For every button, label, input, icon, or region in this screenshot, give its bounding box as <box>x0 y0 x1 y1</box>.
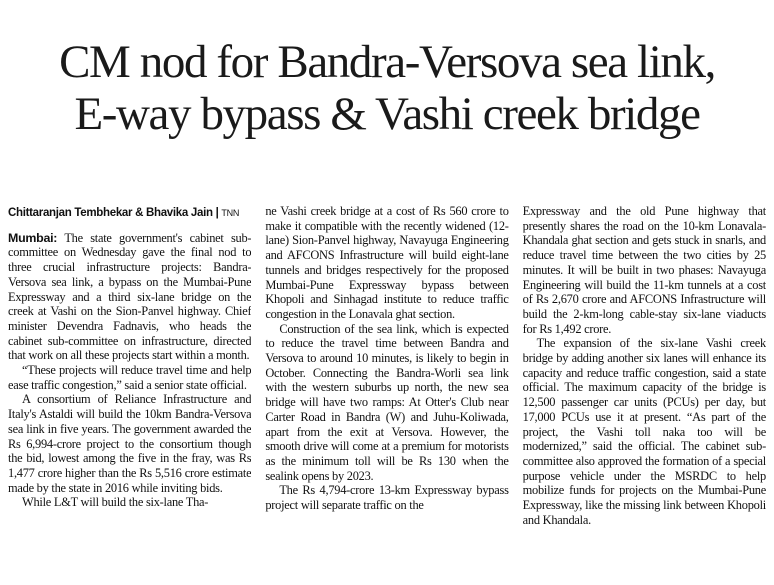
paragraph: While L&T will build the six-lane Tha- <box>22 495 209 510</box>
article-column-3 <box>523 204 766 585</box>
article-column-2 <box>265 204 508 585</box>
byline-separator: | <box>212 207 222 219</box>
headline <box>8 36 766 140</box>
headline-line-1: CM nod for Bandra-Versova sea link, <box>59 36 715 88</box>
article-column-1 <box>8 204 251 585</box>
paragraph: The expansion of the six-lane Vashi creek bridge by adding another six lanes will enhance its capacity and reduce traffic congestion, said a state official. The maximum capacity of the bridge is 12,500 passenger car units (PCUs) per day, but 17,000 PCUs use it at present. “As part of the project, the Vashi toll naka too will be modernized,” said the official. The cabinet sub-committee also approved the formation of a special purpose vehicle under the MSRDC to help mobilize funds for projects on the Mumbai-Pune Expressway, like the missing link between Khopoli and Khandala. <box>522 336 766 527</box>
dateline: Mumbai: <box>8 230 58 245</box>
paragraph: Construction of the sea link, which is expected to reduce the travel time between Bandra and Versova to around 10 minutes, is likely to begin in October. Connecting the Bandra-Worli sea link with the western suburbs up north, the new sea bridge will have two ramps: At Otter's Club near Carter Road in Bandra (W) and Juhu-Koliwada, apart from the exit at Versova. However, the smooth drive will come at a premium for motorists as the minimum toll will be Rs 130 when the sealink opens by 2023. <box>265 321 509 483</box>
byline-authors: Chittaranjan Tembhekar & Bhavika Jain <box>8 207 213 219</box>
paragraph-text: The state government's cabinet sub-committee on Wednesday gave the final nod to three crucial infrastructure projects: Bandra-Versova sea link, a bypass on the Mumbai-Pune Expressway and a third six-lane bridge on the creek at Vashi on the Sion-Panvel highway. Chief minister Devendra Fadnavis, who heads the cabinet sub-committee on infrastructure, directed that work on all these projects start within a month. <box>8 230 252 363</box>
byline-agency: TNN <box>221 208 240 218</box>
paragraph: A consortium of Reliance Infrastructure and Italy's Astaldi will build the 10km Bandra-Versova sea link in five years. The government awarded the Rs 6,994-crore project to the consortium though the bid, lowest among the five in the fray, was Rs 1,477 crore higher than the Rs 5,516 crore estimate made by the state in 2016 while inviting bids. <box>8 392 252 495</box>
newspaper-clipping <box>0 36 774 585</box>
headline-line-2: E-way bypass & Vashi creek bridge <box>74 88 700 140</box>
paragraph <box>8 231 251 363</box>
byline <box>8 206 251 221</box>
paragraph: The Rs 4,794-crore 13-km Expressway bypass project will separate traffic on the <box>265 483 509 513</box>
paragraph: ne Vashi creek bridge at a cost of Rs 560 crore to make it compatible with the recently widened (12-lane) Sion-Panvel highway, Navayuga Engineering and AFCONS Infrastructure will build eight-lane tunnels and bridges respectively for the proposed Mumbai-Pune Expressway bypass between Khopoli and Sinhagad institute to reduce traffic congestion in the Lonavala ghat section. <box>265 204 509 321</box>
paragraph: “These projects will reduce travel time and help ease traffic congestion,” said a senior state official. <box>8 363 252 392</box>
article-body <box>8 204 766 585</box>
paragraph: Expressway and the old Pune highway that presently shares the road on the 10-km Lonavala-Khandala ghat section and gets stuck in snarls, and reduce travel time between the two cities by 25 minutes. It will be built in two phases: Navayuga Engineering will build the 11-km tunnels at a cost of Rs 2,670 crore and AFCONS Infrastructure will build the 2-km-long cable-stay six-lane viaducts for Rs 1,492 crore. <box>522 204 766 336</box>
